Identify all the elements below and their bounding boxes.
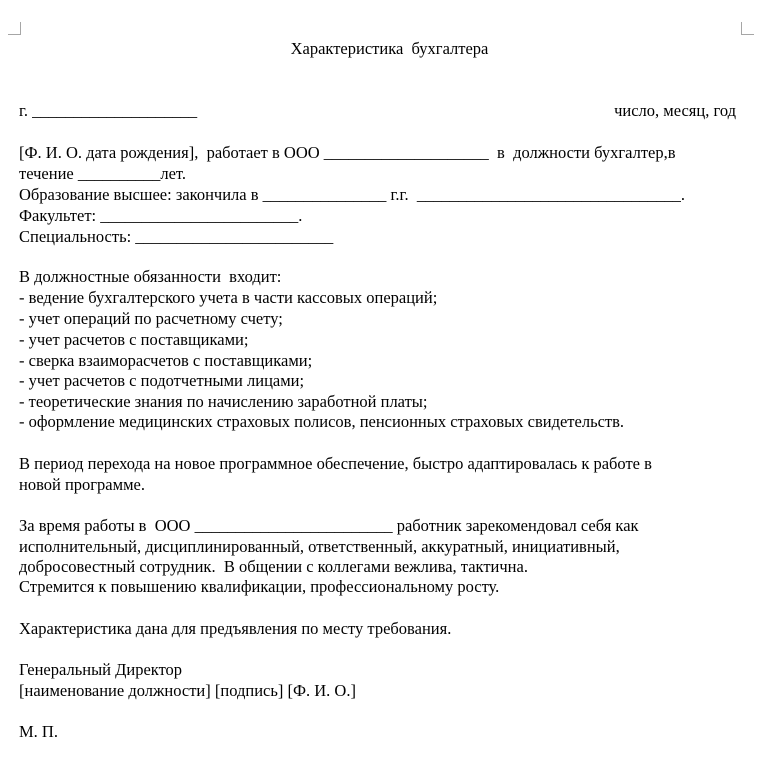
intro-line: Образование высшее: закончила в _______________ г.г. ________________________________. <box>19 185 685 204</box>
intro-line: течение __________лет. <box>19 164 187 183</box>
adaptation-line: новой программе. <box>19 475 145 494</box>
city-line: г. ____________________ <box>19 101 198 120</box>
evaluation-line: исполнительный, дисциплинированный, ответственный, аккуратный, инициативный, <box>19 537 620 556</box>
document-title: Характеристика бухгалтера <box>290 39 489 58</box>
intro-line: [Ф. И. О. дата рождения], работает в ООО ____________________ в должности бухгалтер,в <box>19 143 676 162</box>
purpose-line: Характеристика дана для предъявления по месту требования. <box>19 619 452 638</box>
page-corner-mark <box>741 22 754 35</box>
date-line: число, месяц, год <box>614 101 736 120</box>
duties-heading: В должностные обязанности входит: <box>19 267 282 286</box>
intro-line: Факультет: ________________________. <box>19 206 303 225</box>
intro-line: Специальность: ________________________ <box>19 227 334 246</box>
duty-item: - учет расчетов с подотчетными лицами; <box>19 371 305 390</box>
evaluation-line: За время работы в ООО ________________________ работник зарекомендовал себя как <box>19 516 639 535</box>
signature-title: Генеральный Директор <box>19 660 183 679</box>
evaluation-line: Стремится к повышению квалификации, профессиональному росту. <box>19 577 500 596</box>
adaptation-line: В период перехода на новое программное обеспечение, быстро адаптировалась к работе в <box>19 454 652 473</box>
duty-item: - теоретические знания по начислению заработной платы; <box>19 392 428 411</box>
duty-item: - сверка взаиморасчетов с поставщиками; <box>19 351 313 370</box>
signature-fields: [наименование должности] [подпись] [Ф. И. О.] <box>19 681 356 700</box>
page-corner-mark <box>8 22 21 35</box>
duty-item: - ведение бухгалтерского учета в части кассовых операций; <box>19 288 438 307</box>
stamp-placeholder: М. П. <box>19 722 58 741</box>
duty-item: - оформление медицинских страховых полисов, пенсионных страховых свидетельств. <box>19 412 625 431</box>
evaluation-line: добросовестный сотрудник. В общении с коллегами вежлива, тактична. <box>19 557 528 576</box>
duty-item: - учет операций по расчетному счету; <box>19 309 283 328</box>
duty-item: - учет расчетов с поставщиками; <box>19 330 249 349</box>
